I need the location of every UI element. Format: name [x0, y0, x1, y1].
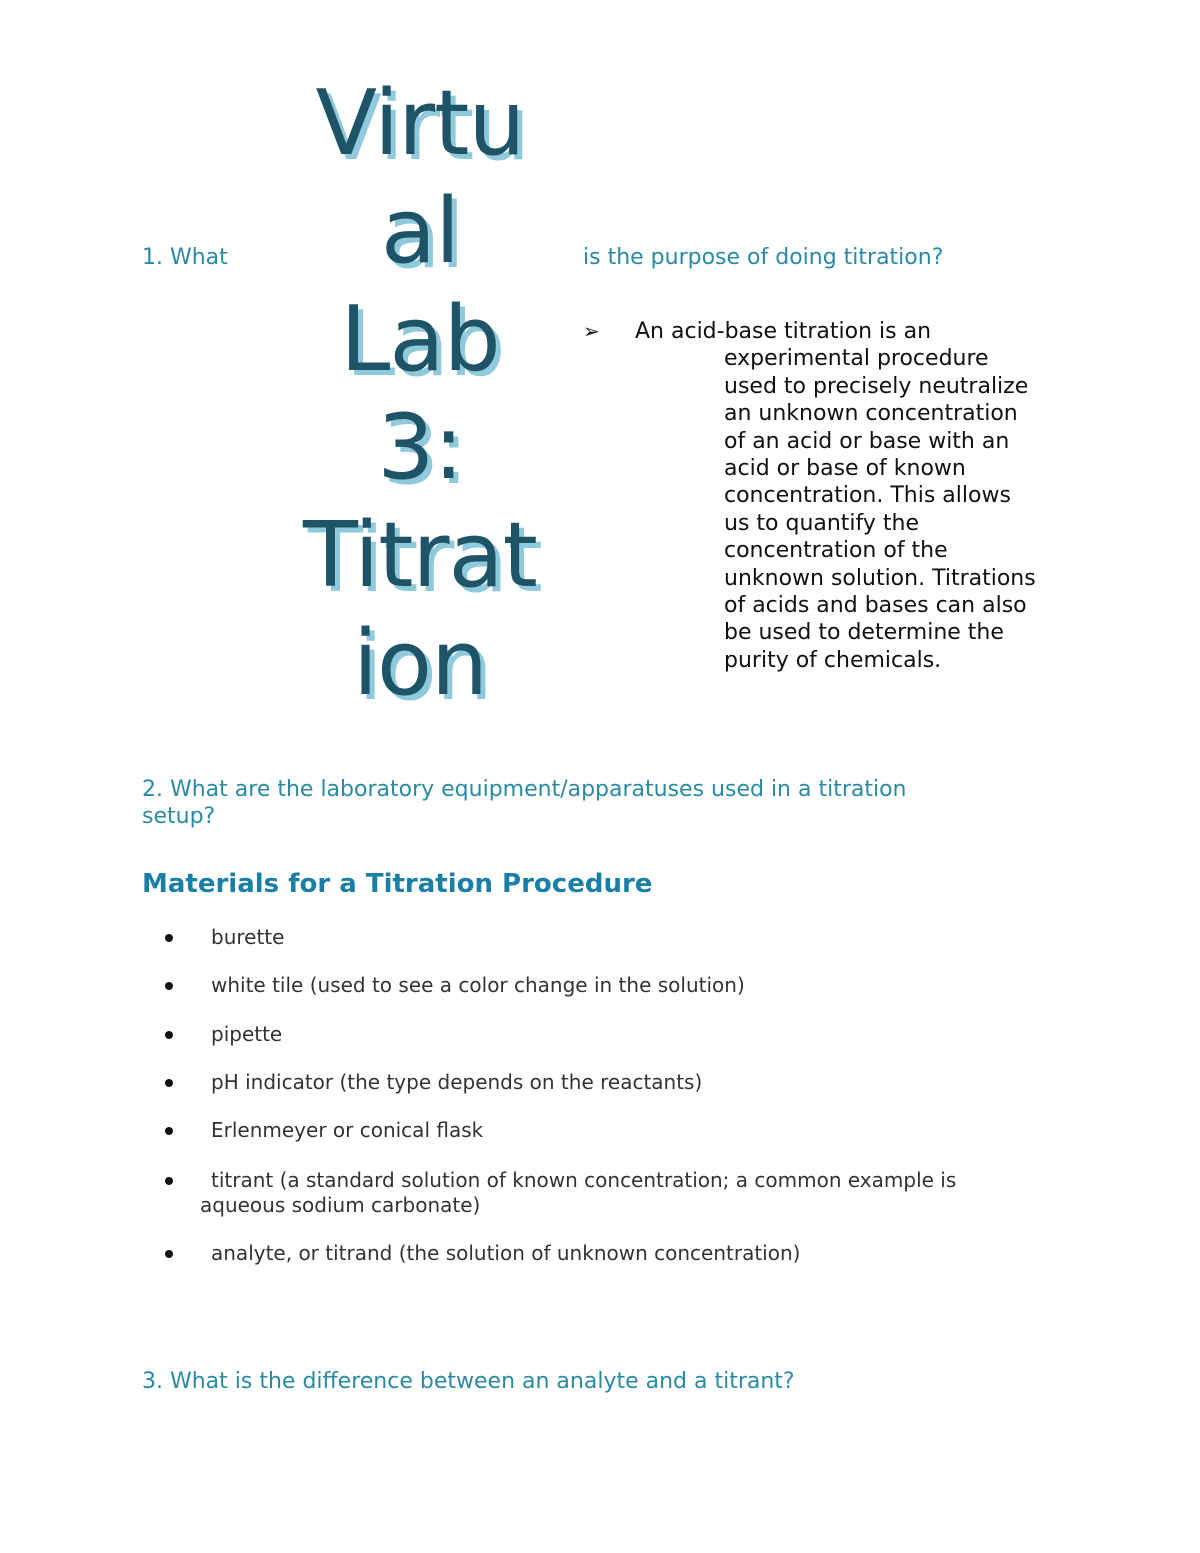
- list-item-text: Erlenmeyer or conical flask: [211, 1118, 484, 1142]
- question-2-line-1: 2. What are the laboratory equipment/apparatuses used in a titration: [142, 777, 907, 802]
- bullet-dot-icon: [165, 1250, 173, 1258]
- question-3: 3. What is the difference between an analyte and a titrant?: [142, 1369, 795, 1394]
- list-item-text: analyte, or titrand (the solution of unknown concentration): [211, 1241, 801, 1265]
- list-item: [142, 1241, 800, 1266]
- page-title: [270, 70, 570, 718]
- answer-line: unknown solution. Titrations: [724, 565, 1036, 591]
- bullet-dot-icon: [165, 934, 173, 942]
- bullet-dot-icon: [165, 1079, 173, 1087]
- title-line: Titrat: [303, 503, 537, 608]
- answer-line: us to quantify the: [724, 510, 920, 536]
- list-item-text-continued: aqueous sodium carbonate): [200, 1193, 481, 1217]
- question-2-line-2: setup?: [142, 804, 216, 829]
- list-item-text: white tile (used to see a color change in the solution): [211, 973, 745, 997]
- title-line: Lab: [340, 287, 500, 392]
- list-item: [142, 925, 284, 950]
- list-item-text: pH indicator (the type depends on the reactants): [211, 1070, 703, 1094]
- question-1-prefix: 1. What: [142, 245, 228, 270]
- title-line: al: [380, 179, 460, 284]
- title-line: ion: [352, 611, 488, 716]
- list-item: [142, 1118, 483, 1143]
- answer-line: an unknown concentration: [724, 401, 1018, 427]
- list-item: [142, 973, 745, 998]
- list-item: [142, 1070, 702, 1095]
- answer-1-body: [724, 345, 1074, 674]
- list-item: [142, 1168, 1091, 1218]
- answer-line: of an acid or base with an: [724, 428, 1010, 454]
- title-line: 3:: [377, 395, 463, 500]
- bullet-dot-icon: [165, 1031, 173, 1039]
- materials-heading: Materials for a Titration Procedure: [142, 869, 653, 899]
- answer-line: concentration. This allows: [724, 483, 1011, 509]
- answer-line: be used to determine the: [724, 620, 1004, 646]
- answer-line: concentration of the: [724, 538, 948, 564]
- arrow-bullet-icon: ➢: [583, 319, 600, 343]
- list-item-text: titrant (a standard solution of known concentration; a common example is: [211, 1168, 957, 1192]
- question-1-suffix: is the purpose of doing titration?: [583, 245, 944, 270]
- list-item-text: pipette: [211, 1022, 283, 1046]
- answer-line: experimental procedure: [724, 346, 989, 372]
- answer-1-first-line: An acid-base titration is an: [635, 319, 932, 344]
- list-item-text: burette: [211, 925, 285, 949]
- bullet-dot-icon: [165, 1127, 173, 1135]
- answer-line: purity of chemicals.: [724, 647, 942, 673]
- answer-line: acid or base of known: [724, 456, 966, 482]
- title-line: Virtu: [315, 71, 525, 176]
- answer-line: of acids and bases can also: [724, 593, 1027, 619]
- bullet-dot-icon: [165, 1177, 173, 1185]
- answer-line: used to precisely neutralize: [724, 373, 1029, 399]
- list-item: [142, 1022, 282, 1047]
- bullet-dot-icon: [165, 982, 173, 990]
